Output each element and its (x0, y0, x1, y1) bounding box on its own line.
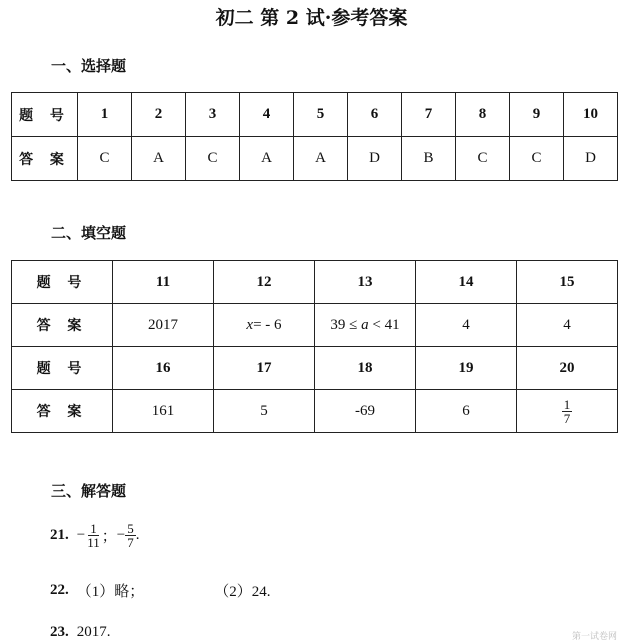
question-number: 14 (416, 261, 517, 304)
watermark: 第一试卷网 (571, 632, 617, 642)
row-label-answer: 答 案 (12, 304, 113, 347)
table-row (12, 261, 618, 304)
row-label-number: 题 号 (12, 93, 78, 137)
answer-text: < 41 (368, 316, 400, 333)
answer-cell: 2017 (113, 304, 214, 347)
table-row (12, 93, 618, 137)
answer-cell: C (186, 137, 240, 181)
answer-text: 2017. (76, 624, 111, 640)
question-number: 11 (113, 261, 214, 304)
question-number: 1 (78, 93, 132, 137)
answer-cell (517, 390, 618, 433)
problem-23 (50, 624, 111, 641)
table-row (12, 304, 618, 347)
answer-cell (214, 304, 315, 347)
question-number: 20 (517, 347, 618, 390)
answer-cell: D (348, 137, 402, 181)
question-number: 9 (510, 93, 564, 137)
question-number: 2 (132, 93, 186, 137)
question-number: 6 (348, 93, 402, 137)
fraction-denominator: 7 (563, 410, 571, 426)
problem-22 (50, 580, 271, 601)
problem-number: 23. (50, 624, 69, 640)
fill-blank-answer-table (11, 260, 618, 433)
answer-cell: -69 (315, 390, 416, 433)
answer-cell: A (294, 137, 348, 181)
fraction (85, 522, 102, 549)
table-row (12, 137, 618, 181)
question-number: 15 (517, 261, 618, 304)
page-title: 初二 第 2 试·参考答案 (215, 7, 408, 29)
answer-text: = - 6 (253, 316, 282, 333)
period: . (135, 527, 140, 543)
answer-cell: D (564, 137, 618, 181)
problem-number: 22. (50, 582, 69, 598)
fraction-numerator: 1 (563, 396, 571, 412)
separator: ； (101, 529, 117, 545)
answer-cell: C (510, 137, 564, 181)
answer-part-2: （2）24. (214, 584, 271, 600)
answer-cell: C (78, 137, 132, 181)
answer-cell: C (456, 137, 510, 181)
answer-cell: 161 (113, 390, 214, 433)
question-number: 19 (416, 347, 517, 390)
section-heading-fill-blank: 二、填空题 (51, 224, 127, 242)
question-number: 5 (294, 93, 348, 137)
row-label-number: 题 号 (12, 261, 113, 304)
answer-cell: B (402, 137, 456, 181)
row-label-answer: 答 案 (12, 137, 78, 181)
answer-cell: 4 (517, 304, 618, 347)
question-number: 16 (113, 347, 214, 390)
answer-cell: 4 (416, 304, 517, 347)
answer-cell: 5 (214, 390, 315, 433)
problem-number: 21. (50, 527, 69, 543)
section-heading-choice: 一、选择题 (51, 57, 127, 75)
answer-part-1: （1）略； (76, 584, 145, 600)
question-number: 13 (315, 261, 416, 304)
answer-variable: x (246, 316, 254, 333)
fraction-numerator: 1 (90, 521, 97, 536)
minus-sign: − (116, 527, 126, 543)
fraction-numerator: 5 (127, 521, 134, 536)
question-number: 4 (240, 93, 294, 137)
answer-text: 39 ≤ (330, 316, 362, 333)
row-label-answer: 答 案 (12, 390, 113, 433)
answer-cell: A (240, 137, 294, 181)
question-number: 10 (564, 93, 618, 137)
answer-variable: a (361, 316, 369, 333)
question-number: 3 (186, 93, 240, 137)
table-row (12, 347, 618, 390)
question-number: 18 (315, 347, 416, 390)
answer-cell (315, 304, 416, 347)
choice-answer-table (11, 92, 618, 181)
minus-sign: − (76, 527, 86, 543)
section-heading-solutions: 三、解答题 (51, 482, 127, 500)
fraction (125, 522, 136, 549)
answer-cell: 6 (416, 390, 517, 433)
question-number: 7 (402, 93, 456, 137)
fraction-denominator: 11 (87, 535, 100, 550)
row-label-number: 题 号 (12, 347, 113, 390)
question-number: 17 (214, 347, 315, 390)
question-number: 8 (456, 93, 510, 137)
problem-21 (50, 522, 139, 549)
fraction-denominator: 7 (127, 535, 134, 550)
question-number: 12 (214, 261, 315, 304)
answer-cell: A (132, 137, 186, 181)
table-row (12, 390, 618, 433)
fraction (562, 398, 573, 425)
